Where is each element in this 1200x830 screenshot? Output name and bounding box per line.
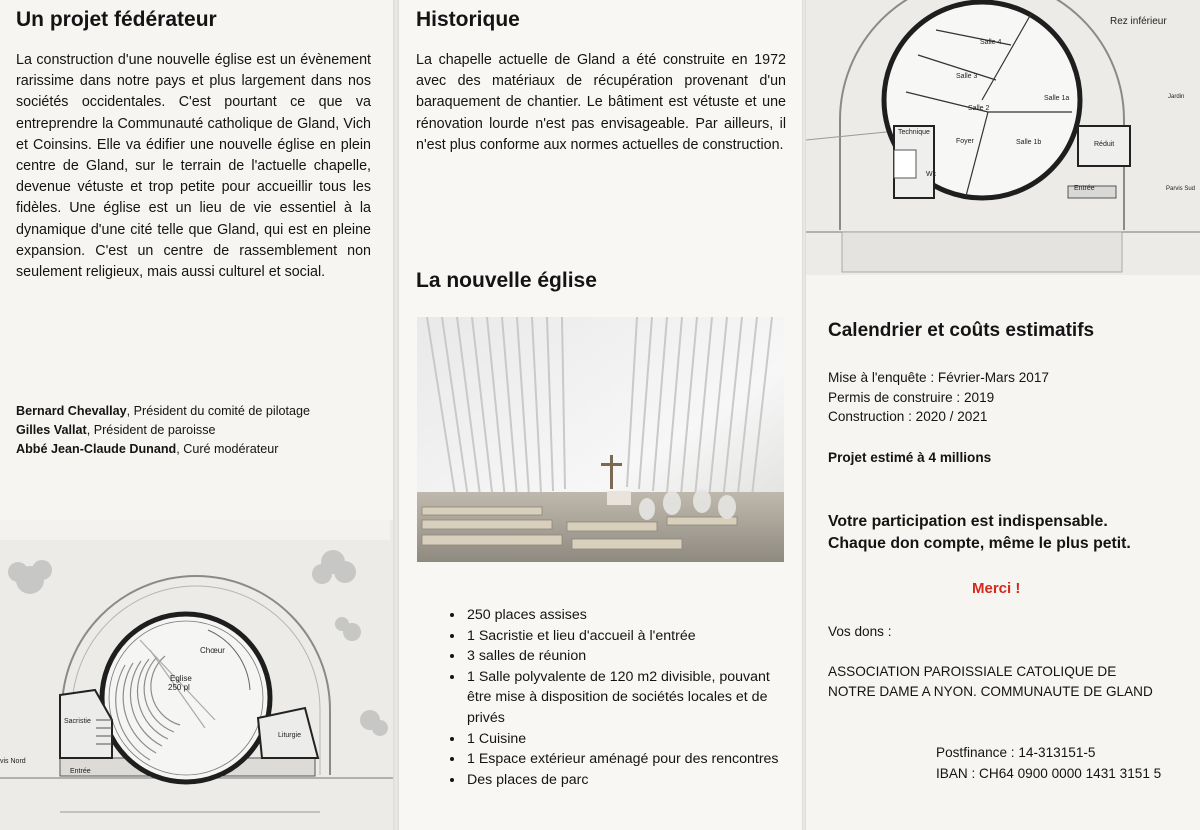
calendar-line-enquete: Mise à l'enquête : Février-Mars 2017 xyxy=(828,370,1049,385)
label-reduit: Réduit xyxy=(1094,141,1115,148)
label-salle-4: Salle 4 xyxy=(980,39,1002,46)
panel-middle xyxy=(399,0,802,830)
label-rez-inferieur: Rez inférieur xyxy=(1110,16,1167,27)
projet-body-text: La construction d'une nouvelle église est un évènement rarissime dans notre pays et plus largement dans nos sociétés occidentales. C'est pourtant ce que va entreprendre la Communauté catholique de Gland, Vich et Coinsins. Elle va édifier une nouvelle église en plein centre de Gland, sur le terrain de l'actuelle chapelle, devenue vétuste et trop petite pour accueillir tous les fidèles. Une église est un lieu de vie essentiel à la dynamique d'une cité telle que Gland, qui est en pleine expansion. C'est un centre de rassemblement non seulement religieux, mais aussi culturel et social. xyxy=(16,52,371,281)
appeal-line-2: Chaque don compte, même le plus petit. xyxy=(828,535,1131,552)
dons-label: Vos dons : xyxy=(828,624,892,639)
label-parvis-sud: Parvis Sud xyxy=(1166,186,1196,192)
title-projet-federateur: Un projet fédérateur xyxy=(16,8,217,31)
calendar-line-construction: Construction : 2020 / 2021 xyxy=(828,409,988,424)
label-foyer: Foyer xyxy=(956,138,974,145)
association-line-2: NOTRE DAME A NYON. COMMUNAUTE DE GLAND xyxy=(828,684,1153,699)
plan-rez-inferieur-drawing xyxy=(806,0,1200,275)
list-item: • 250 places assises xyxy=(465,605,795,626)
list-item: • Des places de parc xyxy=(465,770,795,791)
label-eglise: Eglise xyxy=(170,674,192,683)
label-entree: Entrée xyxy=(1074,185,1095,192)
title-nouvelle-eglise: La nouvelle église xyxy=(416,269,597,292)
label-250-pl: 250 pl xyxy=(168,683,190,692)
label-technique: Technique xyxy=(898,129,930,136)
label-parvis-nord: vis Nord xyxy=(0,758,26,765)
panel-right xyxy=(806,0,1200,830)
signature-1: Bernard Chevallay, Président du comité de pilotage xyxy=(16,404,311,418)
list-item: • 1 Salle polyvalente de 120 m2 divisible, pouvant être mise à disposition de sociétés locales et de privés xyxy=(465,667,795,729)
historique-body-text: La chapelle actuelle de Gland a été construite en 1972 avec des matériaux de récupération provenant d'un baraquement de chantier. Le bâtiment est vétuste et une rénovation lourde n'est pas envisageable. Par ailleurs, il n'est plus conforme aux normes actuelles de construction. xyxy=(416,52,786,153)
list-item: • 3 salles de réunion xyxy=(465,646,795,667)
plan-eglise-drawing xyxy=(0,520,393,830)
postfinance-account: Postfinance : 14-313151-5 xyxy=(936,745,1096,760)
interior-rendering-image xyxy=(417,317,784,562)
label-entree: Entrée xyxy=(70,768,91,775)
label-salle-1a: Salle 1a xyxy=(1044,95,1070,102)
list-item: • 1 Cuisine xyxy=(465,729,795,750)
list-item: • 1 Sacristie et lieu d'accueil à l'entrée xyxy=(465,626,795,647)
signature-2: Gilles Vallat, Président de paroisse xyxy=(16,423,216,437)
label-salle-1b: Salle 1b xyxy=(1016,139,1042,146)
label-choeur: Chœur xyxy=(200,646,225,655)
label-liturgie: Liturgie xyxy=(278,732,301,739)
plan-eglise xyxy=(0,520,393,830)
cost-estimate: Projet estimé à 4 millions xyxy=(828,450,992,465)
calendar-line-permis: Permis de construire : 2019 xyxy=(828,389,995,405)
title-calendrier: Calendrier et coûts estimatifs xyxy=(828,320,1095,341)
panel-left xyxy=(0,0,393,830)
features-list xyxy=(429,605,795,790)
iban-account: IBAN : CH64 0900 0000 1431 3151 5 xyxy=(936,766,1162,781)
label-jardin: Jardin xyxy=(1168,94,1185,100)
label-salle-3: Salle 3 xyxy=(956,73,978,80)
association-line-1: ASSOCIATION PAROISSIALE CATOLIQUE DE xyxy=(828,664,1117,679)
appeal-line-1: Votre participation est indispensable. xyxy=(828,513,1108,530)
merci-text: Merci ! xyxy=(972,580,1021,597)
label-sacristie: Sacristie xyxy=(64,718,91,725)
interior-rendering xyxy=(417,317,784,562)
signature-3: Abbé Jean-Claude Dunand, Curé modérateur xyxy=(16,442,279,456)
title-historique: Historique xyxy=(416,8,520,31)
label-salle-2: Salle 2 xyxy=(968,105,990,112)
signatures xyxy=(16,402,310,459)
label-wc: Wc xyxy=(926,171,937,178)
plan-rez-inferieur xyxy=(806,0,1200,275)
calendar-lines xyxy=(828,368,1049,427)
list-item: • 1 Espace extérieur aménagé pour des rencontres xyxy=(465,749,795,770)
